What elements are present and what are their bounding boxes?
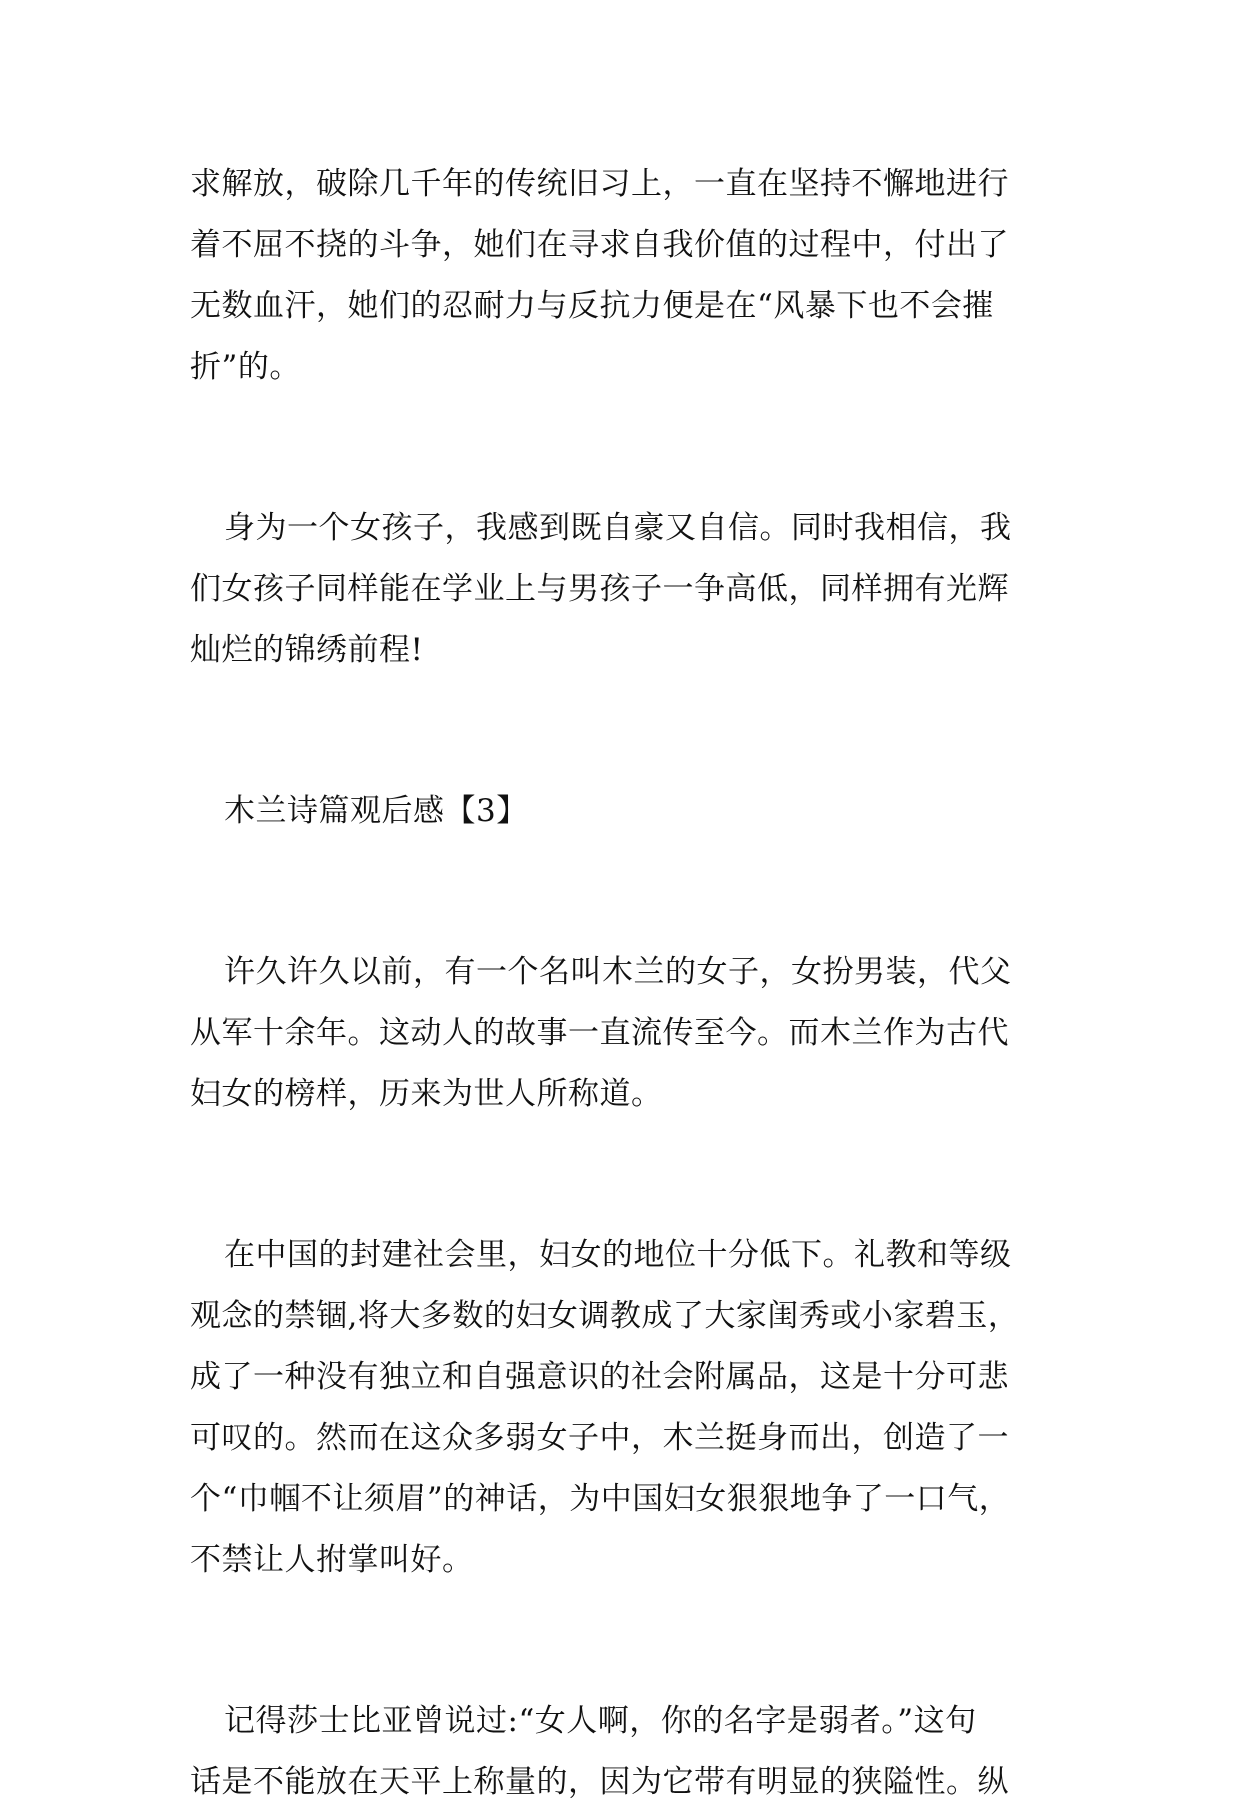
text-line: 记得莎士比亚曾说过:“女人啊，你的名字是弱者。”这句 xyxy=(224,1703,977,1739)
paragraph-mulan-story xyxy=(190,942,1052,1125)
text-line: 话是不能放在天平上称量的，因为它带有明显的狭隘性。纵 xyxy=(190,1764,1009,1800)
paragraph-shakespeare xyxy=(190,1691,1052,1813)
paragraph-gap xyxy=(190,1125,1052,1225)
text-line: 们女孩子同样能在学业上与男孩子一争高低，同样拥有光辉 xyxy=(190,571,1009,607)
text-line: 灿烂的锦绣前程! xyxy=(190,632,424,668)
text-line: 不禁让人拊掌叫好。 xyxy=(190,1542,474,1578)
text-line: 着不屈不挠的斗争，她们在寻求自我价值的过程中，付出了 xyxy=(190,227,1009,263)
text-line: 可叹的。然而在这众多弱女子中，木兰挺身而出，创造了一 xyxy=(190,1420,1009,1456)
paragraph-gap xyxy=(190,1591,1052,1691)
text-line: 许久许久以前，有一个名叫木兰的女子，女扮男装，代父 xyxy=(224,954,1012,990)
text-line: 从军十余年。这动人的故事一直流传至今。而木兰作为古代 xyxy=(190,1015,1009,1051)
text-line: 身为一个女孩子，我感到既自豪又自信。同时我相信，我 xyxy=(224,510,1012,546)
paragraph-pride xyxy=(190,498,1052,681)
text-line: 观念的禁锢,将大多数的妇女调教成了大家闺秀或小家碧玉， xyxy=(190,1298,1020,1334)
document-body xyxy=(190,154,1052,1813)
paragraph-gap xyxy=(190,842,1052,942)
text-line: 在中国的封建社会里，妇女的地位十分低下。礼教和等级 xyxy=(224,1237,1012,1273)
section-heading xyxy=(190,781,1052,842)
text-line: 妇女的榜样，历来为世人所称道。 xyxy=(190,1076,663,1112)
paragraph-liberation xyxy=(190,154,1052,398)
text-line: 成了一种没有独立和自强意识的社会附属品，这是十分可悲 xyxy=(190,1359,1009,1395)
paragraph-gap xyxy=(190,681,1052,781)
text-line: 求解放，破除几千年的传统旧习上，一直在坚持不懈地进行 xyxy=(190,166,1009,202)
text-line: 无数血汗，她们的忍耐力与反抗力便是在“风暴下也不会摧 xyxy=(190,288,994,324)
paragraph-gap xyxy=(190,398,1052,498)
paragraph-feudal-society xyxy=(190,1225,1052,1591)
section-heading-text: 木兰诗篇观后感【3】 xyxy=(224,793,528,829)
text-line: 个“巾帼不让须眉”的神话，为中国妇女狠狠地争了一口气， xyxy=(190,1481,1011,1517)
text-line: 折”的。 xyxy=(190,349,301,385)
